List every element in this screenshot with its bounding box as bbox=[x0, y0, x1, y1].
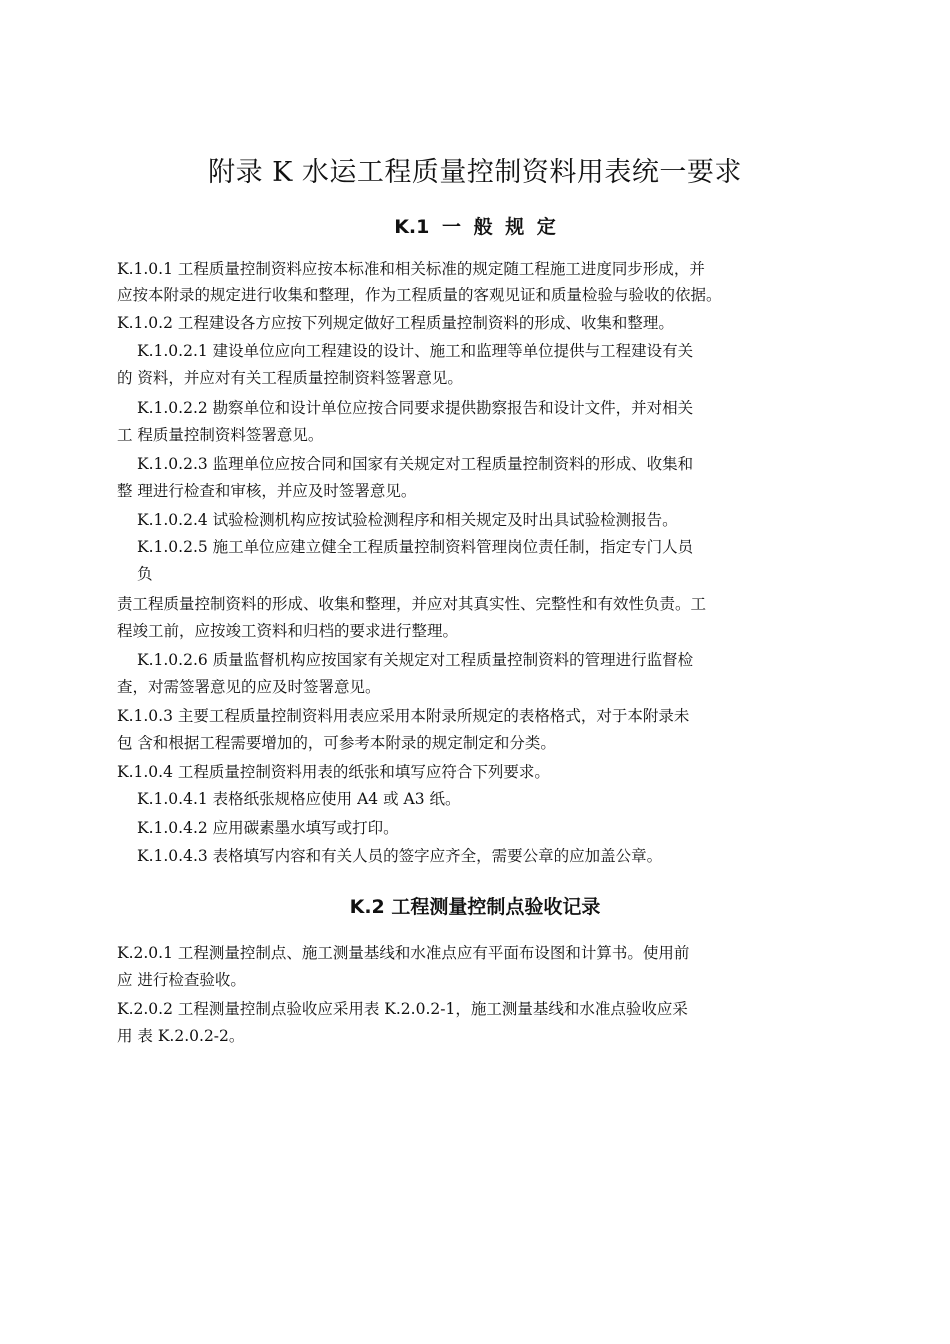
paragraph-line: 工 程质量控制资料签署意见。 bbox=[117, 426, 324, 444]
paragraph-line: K.1.0.2.3 监理单位应按合同和国家有关规定对工程质量控制资料的形成、收集和 bbox=[137, 455, 694, 473]
paragraph-line: 应 进行检查验收。 bbox=[117, 971, 246, 989]
paragraph-line: 应按本附录的规定进行收集和整理，作为工程质量的客观见证和质量检验与验收的依据。 bbox=[117, 286, 722, 304]
section-heading-k2: K.2 工程测量控制点验收记录 bbox=[349, 896, 601, 918]
paragraph-line: K.2.0.1 工程测量控制点、施工测量基线和水准点应有平面布设图和计算书。使用前 bbox=[117, 944, 690, 962]
paragraph-line: K.1.0.4.2 应用碳素墨水填写或打印。 bbox=[137, 819, 399, 837]
paragraph-line: 的 资料，并应对有关工程质量控制资料签署意见。 bbox=[117, 369, 463, 387]
paragraph-line: 包 含和根据工程需要增加的，可参考本附录的规定制定和分类。 bbox=[117, 734, 556, 752]
paragraph-line: 整 理进行检查和审核，并应及时签署意见。 bbox=[117, 482, 417, 500]
paragraph-line: 责工程质量控制资料的形成、收集和整理，并应对其真实性、完整性和有效性负责。工 bbox=[117, 595, 707, 613]
paragraph-line: 负 bbox=[137, 565, 153, 583]
paragraph-line: K.1.0.4.1 表格纸张规格应使用 A4 或 A3 纸。 bbox=[137, 790, 461, 808]
paragraph-line: K.1.0.4.3 表格填写内容和有关人员的签字应齐全，需要公章的应加盖公章。 bbox=[137, 847, 663, 865]
paragraph-line: 用 表 K.2.0.2-2。 bbox=[117, 1027, 245, 1045]
paragraph-line: K.1.0.2.1 建设单位应向工程建设的设计、施工和监理等单位提供与工程建设有关 bbox=[137, 342, 694, 360]
paragraph-line: K.1.0.2 工程建设各方应按下列规定做好工程质量控制资料的形成、收集和整理。 bbox=[117, 314, 674, 332]
paragraph-line: K.1.0.3 主要工程质量控制资料用表应采用本附录所规定的表格格式，对于本附录未 bbox=[117, 707, 690, 725]
section-heading-k1: K.1 一 般 规 定 bbox=[394, 216, 556, 238]
paragraph-line: K.1.0.4 工程质量控制资料用表的纸张和填写应符合下列要求。 bbox=[117, 763, 550, 781]
paragraph-line: K.1.0.1 工程质量控制资料应按本标准和相关标准的规定随工程施工进度同步形成，并 bbox=[117, 260, 705, 278]
appendix-title: 附录 K 水运工程质量控制资料用表统一要求 bbox=[208, 157, 742, 188]
paragraph-line: K.2.0.2 工程测量控制点验收应采用表 K.2.0.2-1，施工测量基线和水准点验收应采 bbox=[117, 1000, 688, 1018]
paragraph-line: K.1.0.2.4 试验检测机构应按试验检测程序和相关规定及时出具试验检测报告。 bbox=[137, 511, 678, 529]
paragraph-line: 查，对需签署意见的应及时签署意见。 bbox=[117, 678, 381, 696]
paragraph-line: 程竣工前，应按竣工资料和归档的要求进行整理。 bbox=[117, 622, 459, 640]
paragraph-line: K.1.0.2.5 施工单位应建立健全工程质量控制资料管理岗位责任制，指定专门人员 bbox=[137, 538, 694, 556]
paragraph-line: K.1.0.2.2 勘察单位和设计单位应按合同要求提供勘察报告和设计文件，并对相关 bbox=[137, 399, 694, 417]
paragraph-line: K.1.0.2.6 质量监督机构应按国家有关规定对工程质量控制资料的管理进行监督检 bbox=[137, 651, 694, 669]
